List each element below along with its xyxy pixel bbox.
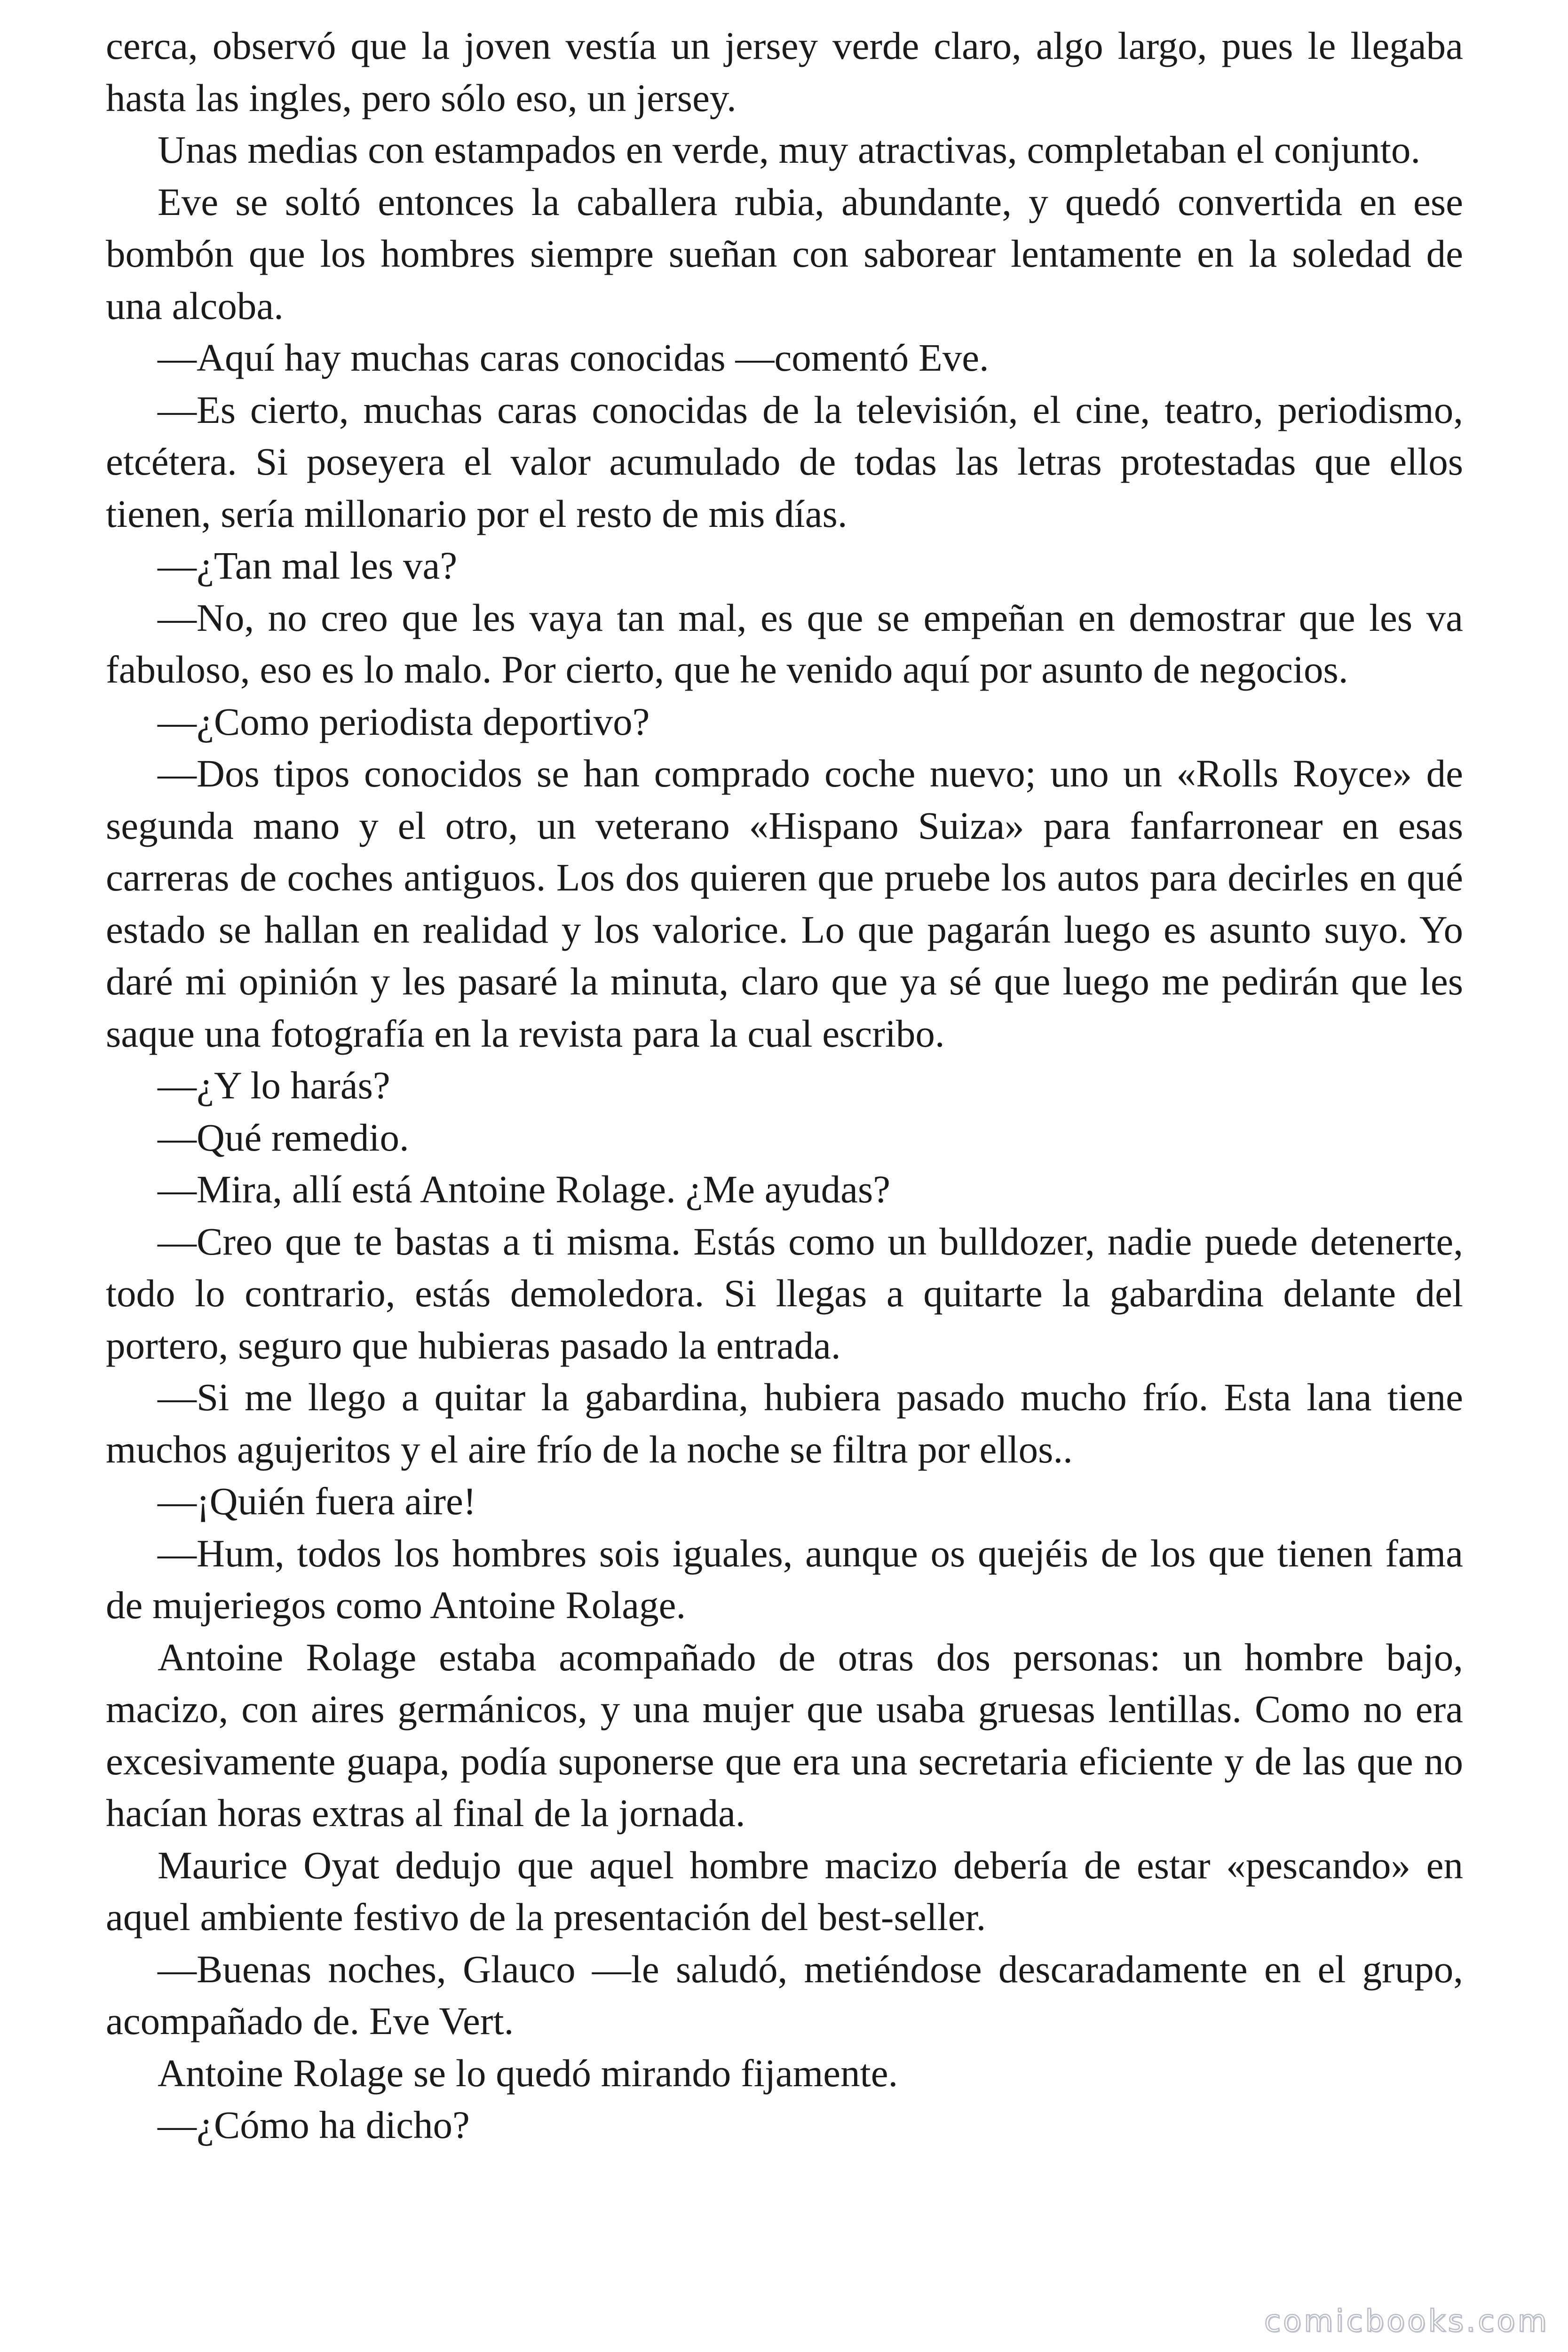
paragraph: Maurice Oyat dedujo que aquel hombre macizo debería de estar «pescando» en aquel ambiente festivo de la presentación del best-seller.: [106, 1843, 1463, 1939]
watermark: comicbooks.com: [1264, 2304, 1549, 2339]
dialogue-line: —Buenas noches, Glauco —le saludó, metiéndose descaradamente en el grupo, acompañado de. Eve Vert.: [106, 1947, 1463, 2042]
dialogue-line: —¿Y lo harás?: [158, 1064, 390, 1107]
dialogue-line: —Si me llego a quitar la gabardina, hubiera pasado mucho frío. Esta lana tiene muchos agujeritos y el aire frío de la noche se filtra por ellos..: [106, 1375, 1463, 1471]
dialogue-line: —Hum, todos los hombres sois iguales, aunque os quejéis de los que tienen fama de mujeriegos como Antoine Rolage.: [106, 1531, 1463, 1627]
dialogue-line: —Qué remedio.: [158, 1115, 409, 1159]
paragraph-continuation: cerca, observó que la joven vestía un jersey verde claro, algo largo, pues le llegaba hasta las ingles, pero sólo eso, un jersey.: [106, 24, 1463, 119]
dialogue-line: —No, no creo que les vaya tan mal, es que se empeñan en demostrar que les va fabuloso, eso es lo malo. Por cierto, que he venido aquí por asunto de negocios.: [106, 596, 1463, 691]
dialogue-line: —Mira, allí está Antoine Rolage. ¿Me ayudas?: [158, 1168, 891, 1211]
dialogue-line: —¿Tan mal les va?: [158, 544, 458, 587]
paragraph: Eve se soltó entonces la caballera rubia, abundante, y quedó convertida en ese bombón que los hombres siempre sueñan con saborear lentamente en la soledad de una alcoba.: [106, 180, 1463, 327]
dialogue-line: —Aquí hay muchas caras conocidas —comentó Eve.: [158, 336, 989, 379]
paragraph: Unas medias con estampados en verde, muy atractivas, completaban el conjunto.: [158, 128, 1421, 171]
paragraph: Antoine Rolage se lo quedó mirando fijamente.: [158, 2051, 898, 2095]
dialogue-line: —Es cierto, muchas caras conocidas de la televisión, el cine, teatro, periodismo, etcétera. Si poseyera el valor acumulado de todas las letras protestadas que ellos tienen, sería millonario por el resto de mis días.: [106, 388, 1463, 535]
dialogue-line: —Dos tipos conocidos se han comprado coche nuevo; uno un «Rolls Royce» de segunda mano y el otro, un veterano «Hispano Suiza» para fanfarronear en esas carreras de coches antiguos. Los dos quieren que pruebe los autos para decirles en qué estado se hallan en realidad y los valorice. Lo que pagarán luego es asunto suyo. Yo daré mi opinión y les pasaré la minuta, claro que ya sé que luego me pedirán que les saque una fotografía en la revista para la cual escribo.: [106, 752, 1463, 1055]
body-text: [106, 20, 1463, 2151]
paragraph: Antoine Rolage estaba acompañado de otras dos personas: un hombre bajo, macizo, con aires germánicos, y una mujer que usaba gruesas lentillas. Como no era excesivamente guapa, podía suponerse que era una secretaria eficiente y de las que no hacían horas extras al final de la jornada.: [106, 1635, 1463, 1835]
dialogue-line: —¿Como periodista deportivo?: [158, 699, 650, 743]
dialogue-line: —¿Cómo ha dicho?: [158, 2103, 470, 2146]
dialogue-line: —¡Quién fuera aire!: [158, 1479, 476, 1523]
dialogue-line: —Creo que te bastas a ti misma. Estás como un bulldozer, nadie puede detenerte, todo lo contrario, estás demoledora. Si llegas a quitarte la gabardina delante del portero, seguro que hubieras pasado la entrada.: [106, 1219, 1463, 1367]
